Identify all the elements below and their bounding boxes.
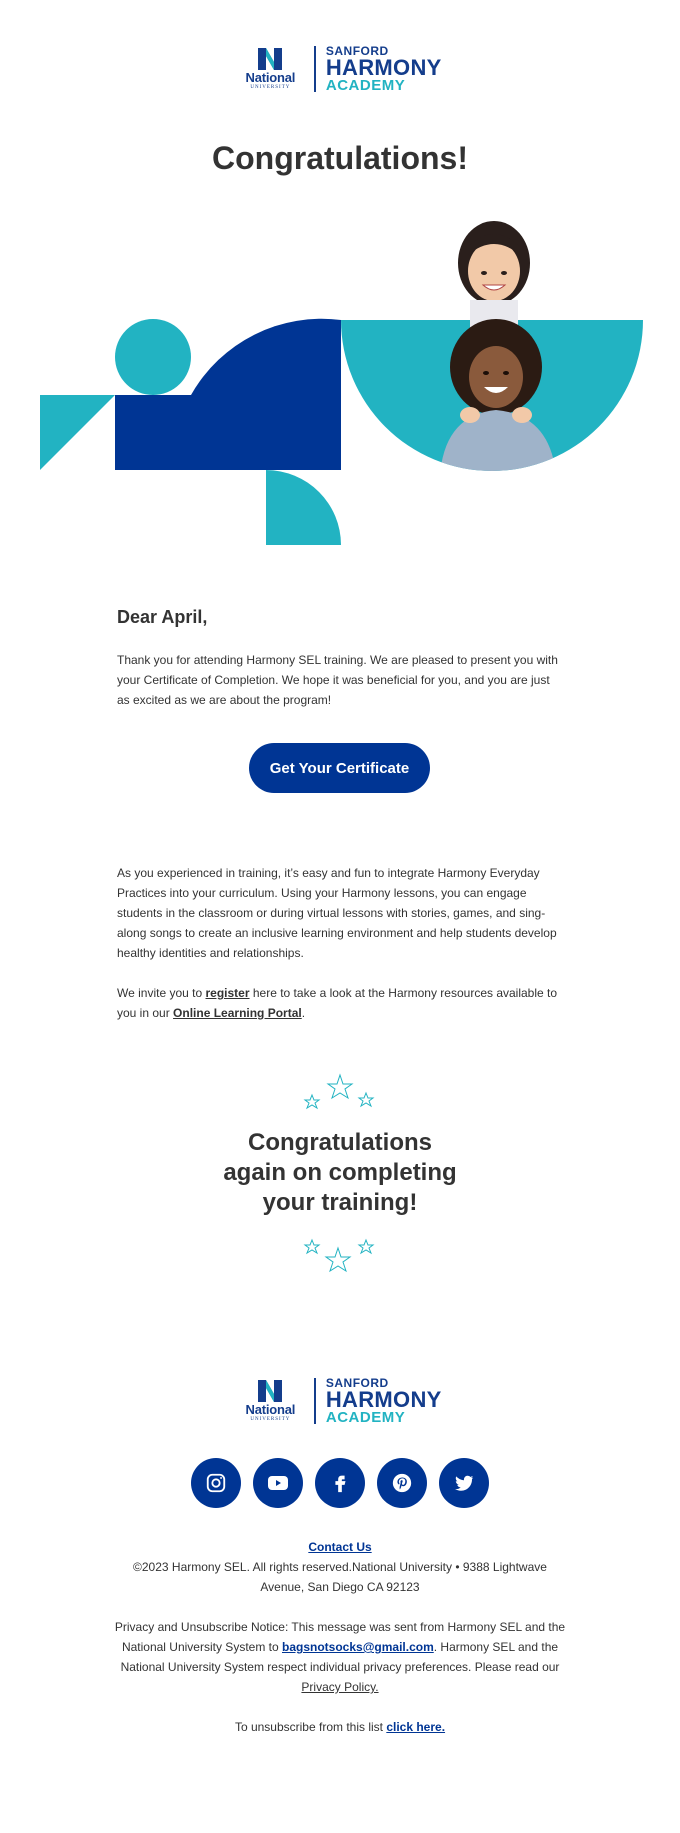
unsubscribe-notice — [110, 1717, 570, 1737]
brand-logo[interactable] — [0, 44, 680, 94]
hero-illustration — [0, 215, 680, 545]
teal-circle-shape — [115, 319, 191, 395]
twitter-icon[interactable] — [439, 1458, 489, 1508]
blue-square-shape — [115, 395, 191, 470]
nu-mark-icon — [255, 48, 285, 70]
teal-triangle-shape — [40, 395, 115, 470]
nu-sub: UNIVERSITY — [250, 84, 291, 90]
sanford-harmony-academy-logo — [326, 44, 442, 94]
footer-nu-mark-icon — [255, 1380, 285, 1402]
facebook-icon[interactable] — [315, 1458, 365, 1508]
privacy-policy-link[interactable]: Privacy Policy. — [301, 1680, 379, 1694]
closing-line3: your training! — [262, 1189, 418, 1216]
intro-paragraph: Thank you for attending Harmony SEL training. We are pleased to present you with your Certificate of Completion. We hope it was beneficial for you, and you are just as excited as we are about the program! — [117, 653, 558, 707]
teal-small-quarter-shape — [266, 470, 341, 545]
closing-line1: Congratulations — [248, 1129, 432, 1156]
stars-bottom-icon — [290, 1234, 390, 1274]
footer-nu-sub: UNIVERSITY — [250, 1416, 291, 1422]
invite-text-b: here to take a look at the Harmony resources available to you in our — [117, 986, 558, 1020]
sha-line2: HARMONY — [325, 55, 442, 80]
footer-sha-line1: SANFORD — [325, 1376, 389, 1390]
stars-top-icon — [290, 1072, 390, 1112]
footer-brand-logo[interactable] — [0, 1376, 680, 1426]
nu-name: National — [245, 69, 296, 85]
youtube-icon[interactable] — [253, 1458, 303, 1508]
invite-paragraph — [117, 983, 563, 1023]
pinterest-icon[interactable] — [377, 1458, 427, 1508]
footer-sha-line3: ACADEMY — [325, 1409, 406, 1426]
contact-us-link[interactable]: Contact Us — [308, 1540, 372, 1554]
greeting: Dear April, — [117, 607, 208, 627]
get-certificate-button[interactable]: Get Your Certificate — [249, 743, 430, 793]
online-learning-portal-link[interactable]: Online Learning Portal — [173, 1006, 302, 1020]
curriculum-paragraph: As you experienced in training, it’s easy and fun to integrate Harmony Everyday Practices into your curriculum. Using your Harmony lessons, you can engage students in the classroom or during virtual lessons with stories, games, and sing-along songs to create an inclusive learning environment and help students develop healthy identities and relationships. — [117, 866, 557, 960]
footer-nu-name: National — [245, 1401, 296, 1417]
instagram-icon[interactable] — [191, 1458, 241, 1508]
footer-logo-divider — [314, 1378, 316, 1424]
footer-contact — [110, 1537, 570, 1597]
copyright-text: ©2023 Harmony SEL. All rights reserved.National University • 9388 Lightwave Avenue, San Diego CA 92123 — [133, 1560, 547, 1594]
privacy-notice — [110, 1617, 570, 1697]
page-title: Congratulations! — [212, 140, 468, 176]
invite-text-c: . — [301, 1006, 306, 1020]
closing-line2: again on completing — [223, 1159, 457, 1186]
email-link[interactable]: bagsnotsocks@gmail.com — [282, 1640, 434, 1654]
register-link[interactable]: register — [205, 986, 250, 1000]
closing-heading — [0, 1128, 680, 1218]
privacy-text-b: . Harmony SEL and the National University System respect individual privacy preferences. Please read our — [120, 1640, 560, 1674]
footer-sanford-harmony-academy-logo — [326, 1376, 442, 1426]
privacy-text-a: Privacy and Unsubscribe Notice: This message was sent from Harmony SEL and the National University System to — [114, 1620, 566, 1654]
national-university-logo — [238, 48, 302, 91]
footer-sha-line2: HARMONY — [325, 1387, 442, 1412]
logo-divider — [314, 46, 316, 92]
invite-text-a: We invite you to — [117, 986, 206, 1000]
sha-line1: SANFORD — [325, 44, 389, 58]
unsubscribe-link[interactable]: click here. — [386, 1720, 446, 1734]
sha-line3: ACADEMY — [325, 77, 406, 94]
social-links — [0, 1458, 680, 1508]
unsubscribe-text: To unsubscribe from this list — [234, 1720, 387, 1734]
footer-national-university-logo — [238, 1380, 302, 1423]
blue-quarter-shape — [191, 319, 341, 470]
